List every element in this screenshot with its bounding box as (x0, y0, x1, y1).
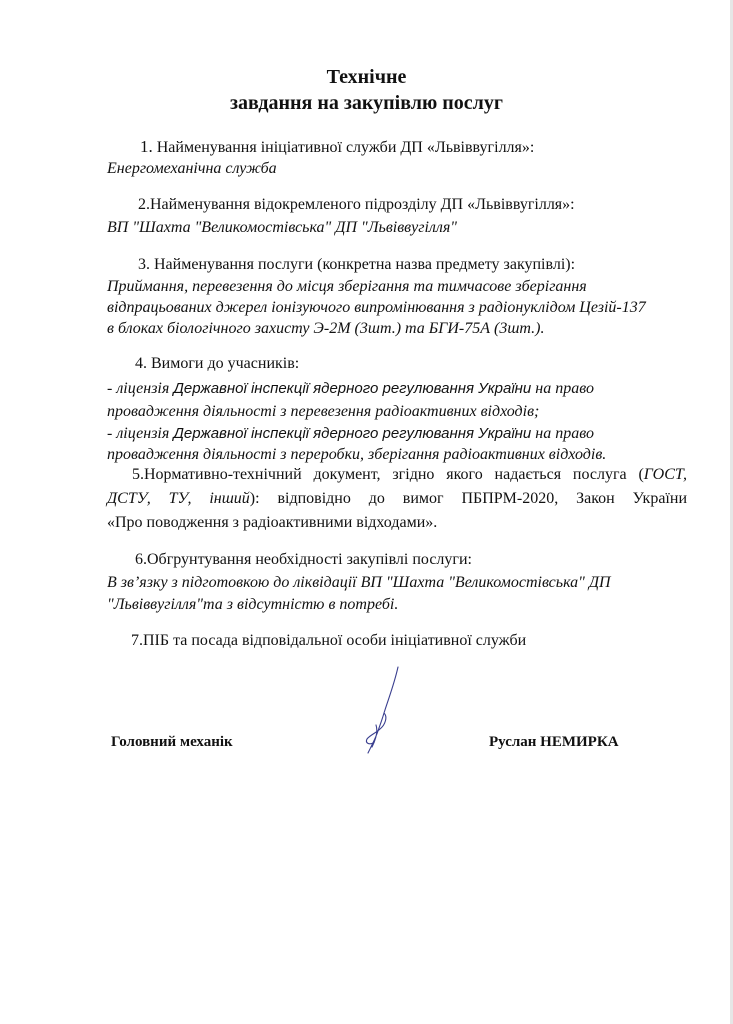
section6-line1: В зв’язку з підготовкою до ліквідації ВП "Шахта "Великомостівська" ДП (107, 574, 611, 591)
section4-req2-line1 (107, 425, 594, 443)
section2-heading: 2.Найменування відокремленого підрозділу ДП «Львіввугілля»: (138, 196, 575, 213)
section1-number: 1. (140, 137, 153, 156)
req2-authority: Державної інспекції ядерного регулювання України (173, 425, 532, 442)
doc-title-line2: завдання на закупівлю послуг (230, 92, 503, 114)
doc-title-line1: Технічне (326, 66, 407, 88)
section3-heading: 3. Найменування послуги (конкретна назва предмету закупівлі): (138, 256, 576, 273)
section1-heading (140, 137, 534, 157)
req1-prefix: - ліцензія (107, 380, 174, 397)
section4-req1-line2: провадження діяльності з перевезення радіоактивних відходів; (107, 403, 540, 420)
section3-line1: Приймання, перевезення до місця зберігання та тимчасове зберігання (107, 278, 587, 295)
section5-line1 (107, 466, 687, 484)
section5-lead: 5.Нормативно-технічний документ, згідно якого надається послуга ( (132, 466, 644, 483)
section4-heading: 4. Вимоги до учасників: (135, 355, 300, 372)
req2-prefix: - ліцензія (107, 425, 174, 442)
signature-name: Руслан НЕМИРКА (489, 734, 619, 750)
section4-req2-line2: провадження діяльності з переробки, зберігання радіоактивних відходів. (107, 446, 607, 463)
section1-value: Енергомеханічна служба (107, 160, 277, 177)
req1-authority: Державної інспекції ядерного регулювання України (173, 380, 532, 397)
section1-heading-text: Найменування ініціативної служби ДП «Львіввугілля»: (156, 139, 535, 156)
handwritten-signature (358, 665, 408, 760)
section6-line2: "Львіввугілля"та з відсутністю в потребі. (107, 596, 399, 613)
section5-dstu: ДСТУ, ТУ, інший (107, 490, 250, 507)
section3-line3: в блоках біологічного захисту Э-2М (3шт.) та БГИ-75А (3шт.). (107, 320, 545, 337)
section5-gost: ГОСТ, (643, 466, 687, 483)
section5-mid: ): відповідно до вимог ПБПРМ-2020, Закон України (249, 490, 687, 507)
req1-suffix: на право (531, 380, 594, 397)
section2-value: ВП "Шахта "Великомостівська" ДП "Львіввугілля" (107, 219, 458, 236)
section5-line3: «Про поводження з радіоактивними відходами». (107, 514, 438, 531)
section6-heading: 6.Обгрунтування необхідності закупівлі послуги: (135, 551, 472, 568)
section3-line2: відпрацьованих джерел іонізуючого випромінювання з радіонуклідом Цезій-137 (107, 299, 646, 316)
section7-heading: 7.ПІБ та посада відповідальної особи ініціативної служби (131, 632, 527, 649)
signature-position: Головний механік (111, 734, 233, 750)
req2-suffix: на право (531, 425, 594, 442)
section4-req1-line1 (107, 380, 594, 398)
section5-line2 (107, 490, 687, 508)
